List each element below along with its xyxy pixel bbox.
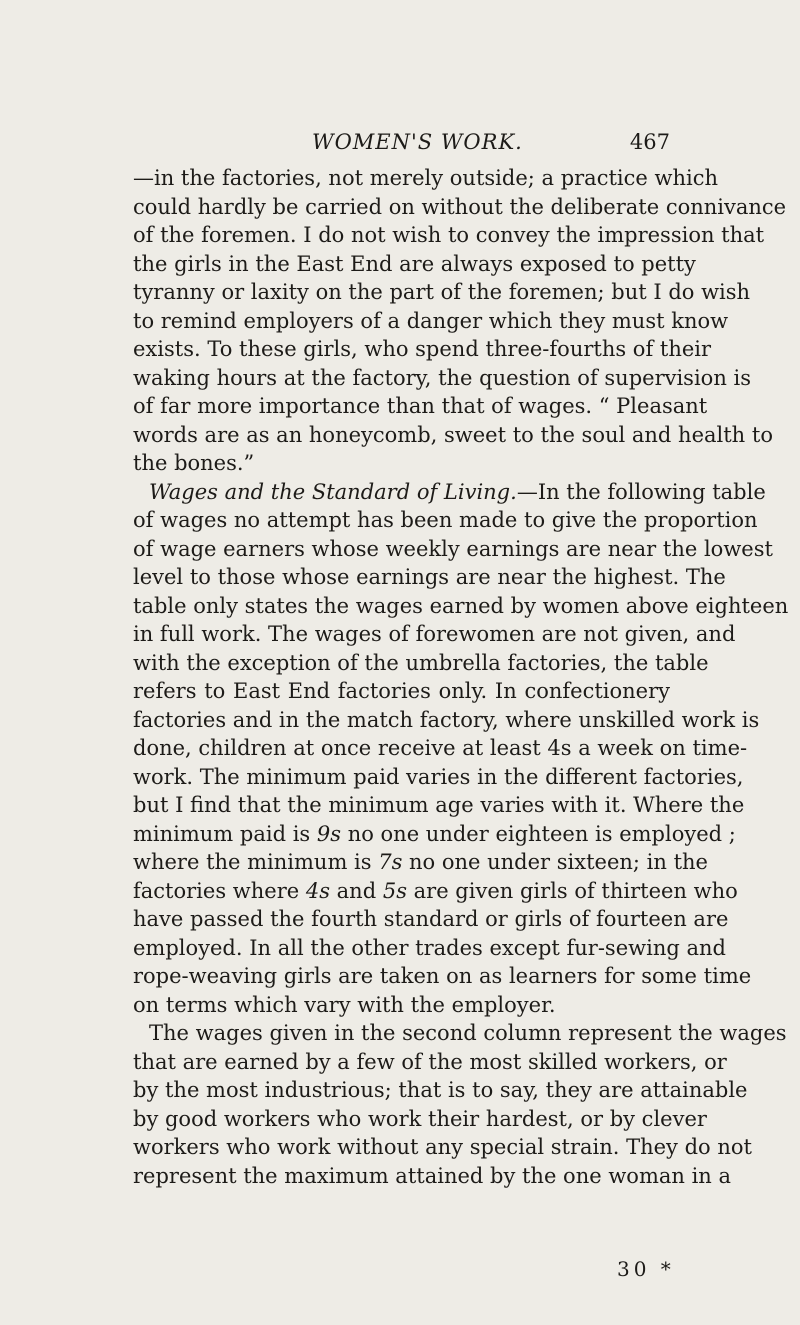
text-line: done, children at once receive at least 4s a week on time- (133, 736, 748, 760)
signature-mark: 30 * (617, 1257, 675, 1281)
text-line: tyranny or laxity on the part of the foremen; but I do wish (133, 280, 751, 304)
amount: 7s (378, 850, 403, 874)
text-line: exists. To these girls, who spend three-fourths of their (133, 337, 712, 361)
text-line: words are as an honeycomb, sweet to the soul and health to (133, 422, 773, 447)
text-line: of wage earners whose weekly earnings are near the lowest (133, 536, 773, 561)
text-segment: no one under eighteen is employed ; (341, 821, 736, 846)
text-line: The wages given in the second column represent the wages (149, 1021, 787, 1045)
amount: 4s (305, 878, 330, 903)
section-heading: Wages and the Standard of Living. (149, 479, 517, 504)
text-line: on terms which vary with the employer. (133, 992, 556, 1017)
text-line: the bones.” (133, 451, 255, 475)
text-line: of the foremen. I do not wish to convey the impression that (133, 223, 765, 247)
text-line (133, 848, 708, 877)
text-line: have passed the fourth standard or girls of fourteen are (133, 907, 729, 931)
text-line: —in the factories, not merely outside; a practice which (133, 166, 718, 190)
text-line: in full work. The wages of forewomen are not given, and (133, 622, 736, 646)
text-line: factories and in the match factory, where unskilled work is (133, 707, 760, 732)
text-line: of wages no attempt has been made to give the proportion (133, 508, 758, 532)
text-line: work. The minimum paid varies in the different factories, (133, 764, 744, 789)
section-heading-continuation: —In the following table (516, 479, 766, 504)
text-line: with the exception of the umbrella factories, the table (133, 650, 709, 675)
text-line: by the most industrious; that is to say, they are attainable (133, 1078, 748, 1102)
text-line: refers to East End factories only. In confectionery (133, 679, 670, 703)
text-segment: no one under sixteen; in the (402, 850, 708, 874)
text-line: of far more importance than that of wages. “ Pleasant (133, 394, 708, 418)
text-line: represent the maximum attained by the one woman in a (133, 1163, 732, 1188)
text-line: waking hours at the factory, the question of supervision is (133, 365, 752, 390)
amount: 9s (316, 821, 342, 846)
text-line: by good workers who work their hardest, or by clever (133, 1106, 707, 1131)
text-line: employed. In all the other trades except fur-sewing and (133, 935, 726, 960)
page-number: 467 (629, 130, 670, 154)
text-line (133, 877, 738, 906)
running-head (200, 130, 670, 164)
section-heading-line (133, 478, 766, 507)
text-segment: where the minimum is (133, 850, 379, 874)
text-line: could hardly be carried on without the deliberate connivance (133, 194, 787, 219)
text-line: workers who work without any special strain. They do not (133, 1135, 752, 1159)
text-line (133, 820, 736, 849)
text-segment: and (329, 878, 383, 903)
running-title: WOMEN'S WORK. (312, 130, 523, 154)
text-line: that are earned by a few of the most skilled workers, or (133, 1049, 727, 1074)
text-line: level to those whose earnings are near the highest. The (133, 565, 726, 589)
text-line: to remind employers of a danger which they must know (133, 308, 729, 333)
text-segment: minimum paid is (133, 821, 317, 846)
text-line: the girls in the East End are always exposed to petty (133, 251, 696, 276)
text-line: table only states the wages earned by women above eighteen (133, 593, 789, 618)
body-text (133, 164, 789, 1190)
text-segment: factories where (133, 878, 306, 903)
text-segment: are given girls of thirteen who (406, 878, 738, 903)
amount: 5s (382, 878, 407, 903)
text-line: but I find that the minimum age varies with it. Where the (133, 793, 745, 817)
text-line: rope-weaving girls are taken on as learners for some time (133, 964, 752, 988)
